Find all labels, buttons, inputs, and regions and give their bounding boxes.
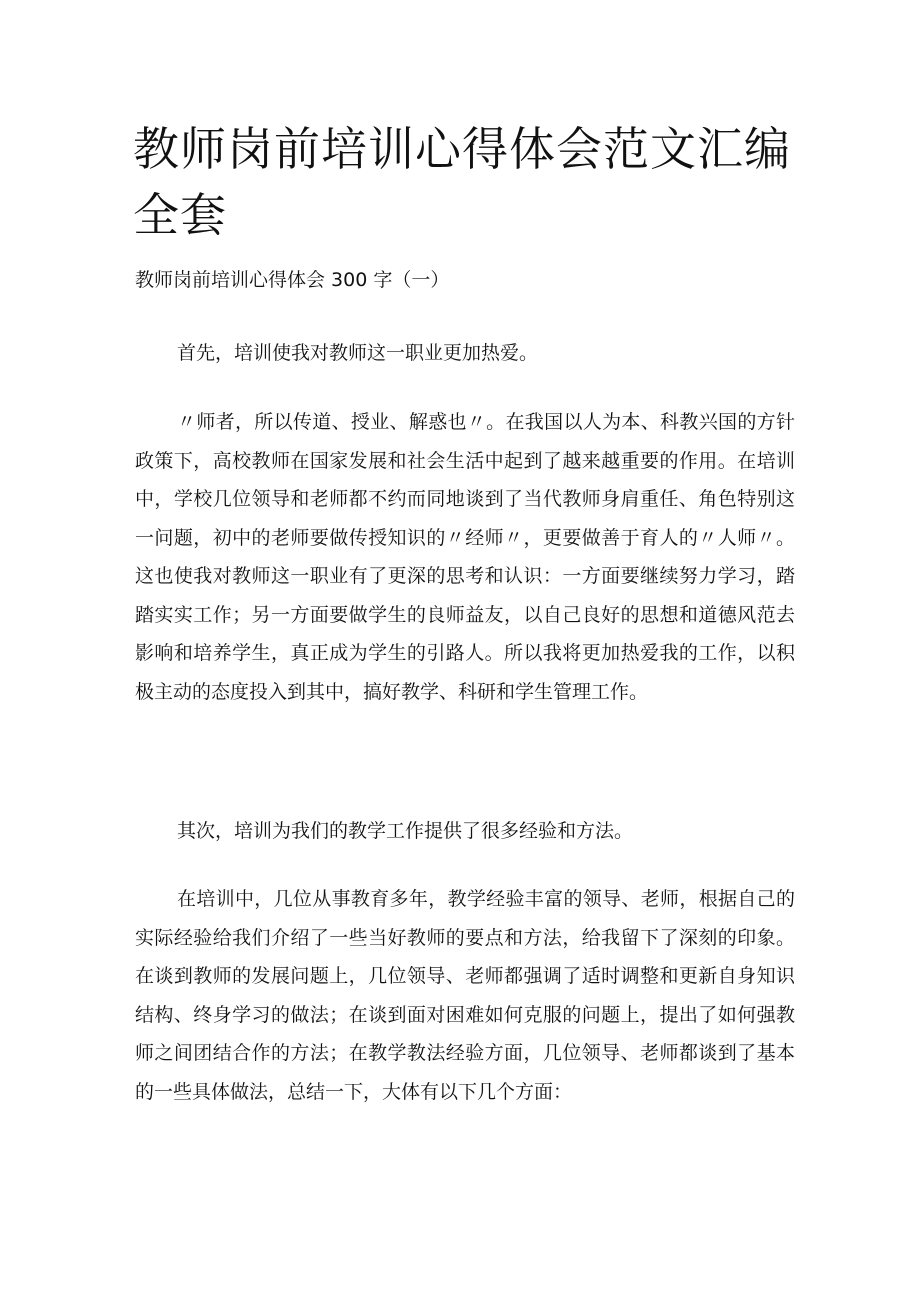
paragraph: 首先，培训使我对教师这一职业更加热爱。 xyxy=(177,342,539,364)
paragraph: 其次，培训为我们的教学工作提供了很多经验和方法。 xyxy=(177,820,634,842)
document-title: 教师岗前培训心得体会范文汇编全套 xyxy=(133,122,791,242)
section-subtitle: 教师岗前培训心得体会 300 字（一） xyxy=(135,269,450,291)
paragraph: 在培训中，几位从事教育多年，教学经验丰富的领导、老师，根据自己的实际经验给我们介绍了一些当好教师的要点和方法，给我留下了深刻的印象。在谈到教师的发展问题上，几位领导、老师都强调了适时调整和更新自身知识结构、终身学习的做法；在谈到面对困难如何克服的问题上，提出了如何强教师之间团结合作的方法；在教学教法经验方面，几位领导、老师都谈到了基本的一些具体做法，总结一下，大体有以下几个方面： xyxy=(135,888,795,1103)
paragraph: 〃师者，所以传道、授业、解惑也〃。在我国以人为本、科教兴国的方针政策下，高校教师在国家发展和社会生活中起到了越来越重要的作用。在培训中，学校几位领导和老师都不约而同地谈到了当代教师身肩重任、角色特别这一问题，初中的老师要做传授知识的〃经师〃，更要做善于育人的〃人师〃。这也使我对教师这一职业有了更深的思考和认识：一方面要继续努力学习，踏踏实实工作；另一方面要做学生的良师益友，以自己良好的思想和道德风范去影响和培养学生，真正成为学生的引路人。所以我将更加热爱我的工作，以积极主动的态度投入到其中，搞好教学、科研和学生管理工作。 xyxy=(135,411,795,703)
